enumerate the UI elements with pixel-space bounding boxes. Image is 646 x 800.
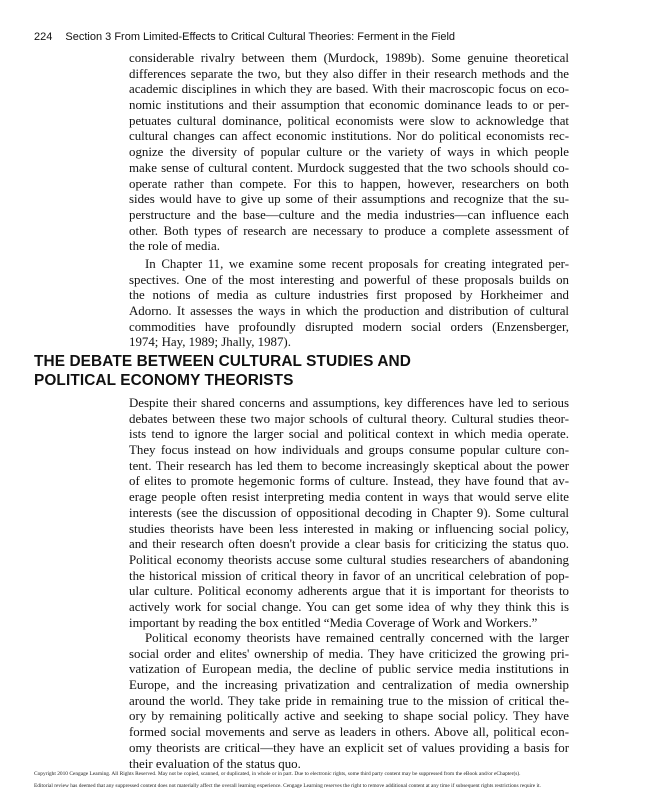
copyright-notice: Copyright 2010 Cengage Learning. All Rights Reserved. May not be copied, scanned, or duplicated, in whole or in part. Due to electronic rights, some third party content may be suppressed from the eBook and/or eChapter(s). xyxy=(34,771,521,777)
text-line: considerable rivalry between them (Murdock, 1989b). Some genuine theoretical xyxy=(129,51,569,65)
text-line: operate rather than compete. For this to happen, however, researchers on both xyxy=(129,176,569,191)
running-header xyxy=(34,31,455,43)
editorial-notice: Editorial review has deemed that any suppressed content does not materially affect the overall learning experience. Cengage Learning reserves the right to remove additional content at any time if subsequent rights restrictions require it. xyxy=(34,783,541,789)
text-line: actively work for social change. You can get some idea of why they think this is xyxy=(129,599,569,614)
text-line: ory by remaining politically active and seeking to shape social policy. They have xyxy=(129,709,569,724)
text-line: nomic institutions and their assumption that economic dominance leads to or per- xyxy=(129,98,569,113)
text-line: In Chapter 11, we examine some recent proposals for creating integrated per- xyxy=(145,257,569,271)
text-line: academic disciplines in which they are based. With their macroscopic focus on eco- xyxy=(129,82,569,97)
section-heading xyxy=(34,352,594,390)
text-line: vatization of European media, the decline of public service media institutions in xyxy=(129,662,569,677)
paragraph-1 xyxy=(129,51,569,255)
text-line: Political economy theorists have remained centrally concerned with the larger xyxy=(145,631,569,645)
text-line: commodities have profoundly disrupted modern social orders (Enzensberger, xyxy=(129,319,569,334)
text-line: important by reading the box entitled “Media Coverage of Work and Workers.” xyxy=(129,615,538,630)
text-line: their evaluation of the status quo. xyxy=(129,756,301,771)
text-line: of elites to promote hegemonic forms of culture. Instead, they have found that av- xyxy=(129,474,569,489)
text-line: 1974; Hay, 1989; Jhally, 1987). xyxy=(129,335,291,350)
section-heading-line-2: POLITICAL ECONOMY THEORISTS xyxy=(34,372,294,389)
text-line: the role of media. xyxy=(129,239,220,254)
section-heading-line-1: THE DEBATE BETWEEN CULTURAL STUDIES AND xyxy=(34,353,411,370)
text-line: perstructure and the base—culture and the media industries—can influence each xyxy=(129,207,569,222)
text-line: ognize the diversity of popular culture or the variety of ways in which people xyxy=(129,145,569,160)
text-line: interests (see the discussion of oppositional decoding in Chapter 9). Some cultural xyxy=(129,505,569,520)
text-line: tent. Their research has led them to become increasingly skeptical about the power xyxy=(129,458,569,473)
paragraph-3 xyxy=(129,396,569,631)
text-line: cultural changes can affect economic institutions. Nor do political economists rec- xyxy=(129,129,569,144)
text-line: debates between these two major schools of cultural theory. Cultural studies theor- xyxy=(129,411,569,426)
text-line: They focus instead on how individuals and groups consume popular culture con- xyxy=(129,443,569,458)
page-number: 224 xyxy=(34,31,53,43)
text-line: around the world. They take pride in remaining true to the mission of critical the- xyxy=(129,693,569,708)
text-line: sides would have to give up some of their assumptions and recognize that the su- xyxy=(129,192,569,207)
text-line: ists tend to ignore the larger social and political context in which media operate. xyxy=(129,427,569,442)
text-line: Europe, and the increasing privatization and centralization of media ownership xyxy=(129,678,569,693)
text-line: differences separate the two, but they also differ in their research methods and the xyxy=(129,66,569,81)
text-line: make sense of cultural content. Murdock suggested that the two schools should co- xyxy=(129,160,569,175)
text-line: petuates cultural dominance, political economists were slow to acknowledge that xyxy=(129,113,569,128)
text-line: social order and elites' ownership of media. They have criticized the growing pri- xyxy=(129,646,569,661)
text-line: Political economy theorists accuse some cultural studies researchers of abandoning xyxy=(129,552,569,567)
text-line: formed social movements and serve as leaders in others. Above all, political econ- xyxy=(129,725,569,740)
text-line: spectives. One of the most interesting and powerful of these proposals builds on xyxy=(129,272,569,287)
text-line: the historical mission of critical theory in favor of an uncritical celebration of pop- xyxy=(129,568,569,583)
text-line: omy theorists are critical—they have an explicit set of values providing a basis for xyxy=(129,740,569,755)
text-line: Despite their shared concerns and assumptions, key differences have led to serious xyxy=(129,396,569,410)
running-title: Section 3 From Limited-Effects to Critical Cultural Theories: Ferment in the Field xyxy=(65,31,456,43)
paragraph-2 xyxy=(129,257,569,351)
text-line: studies theorists have been less interested in making or influencing social policy, xyxy=(129,521,569,536)
text-line: Adorno. It assesses the ways in which the production and distribution of cultural xyxy=(129,304,569,319)
text-line: ular culture. Political economy adherents argue that it is important for theorists to xyxy=(129,584,569,599)
text-line: the notions of media as culture industries first proposed by Horkheimer and xyxy=(129,288,569,303)
text-line: and their research often doesn't provide a clear basis for criticizing the status quo. xyxy=(129,537,569,552)
text-line: other. Both types of research are necessary to produce a complete assessment of xyxy=(129,223,569,238)
text-line: erage people often resist interpreting media content in ways that would serve elite xyxy=(129,490,569,505)
paragraph-4 xyxy=(129,631,569,772)
